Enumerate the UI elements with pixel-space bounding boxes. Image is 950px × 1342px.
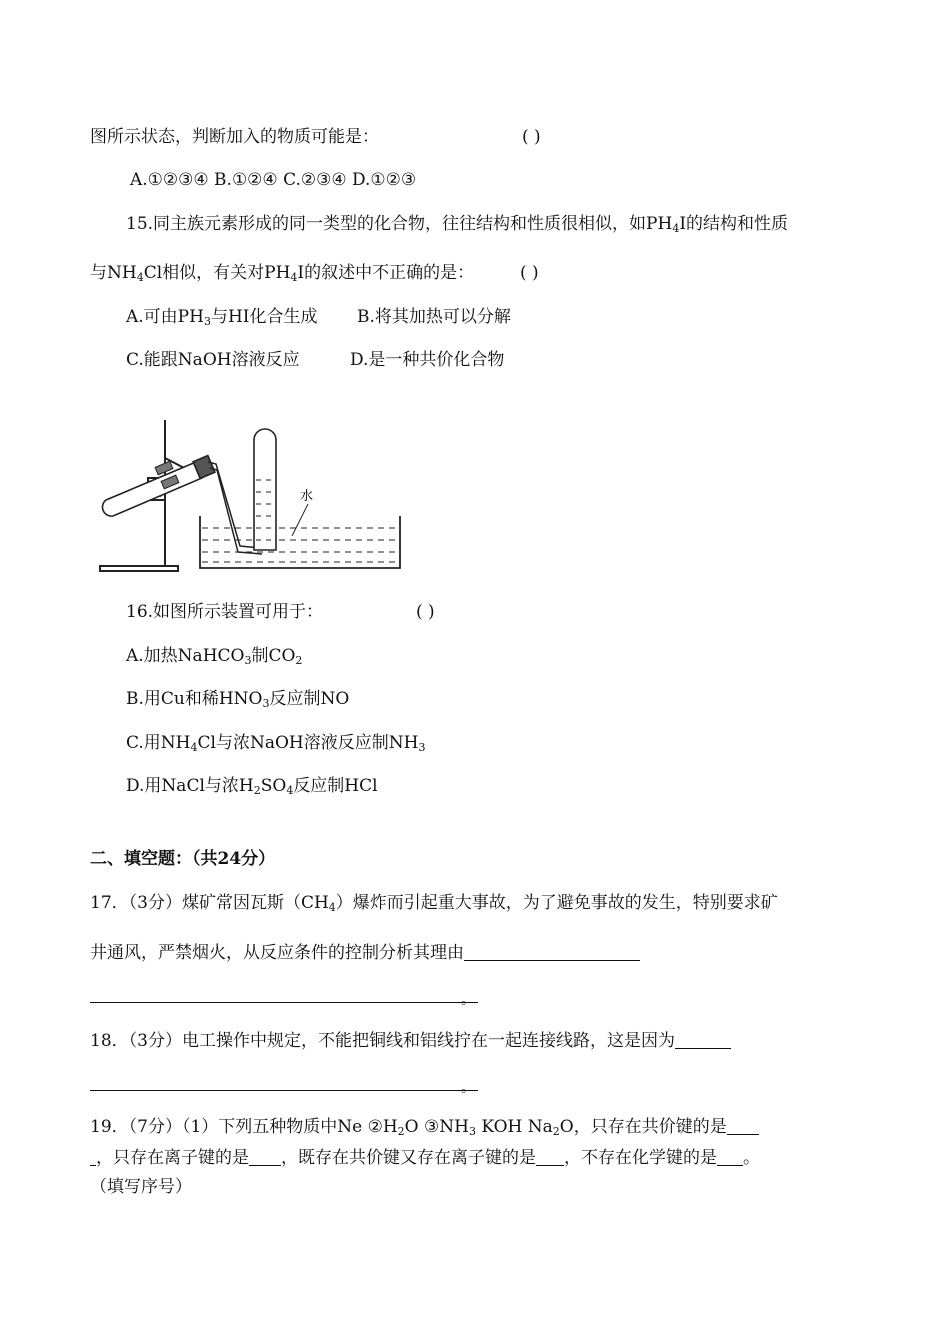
- q17-period: 。: [461, 992, 475, 1008]
- q15-option-d: D.是一种共价化合物: [350, 350, 505, 370]
- section-2-title: 二、填空题：（共24分）: [90, 849, 276, 869]
- q16-option-c: C.用$NH_4Cl$与浓NaOH溶液反应制$NH_3$: [126, 733, 426, 754]
- q16-option-b: B.用Cu和稀$HNO_3$反应制NO: [126, 689, 350, 710]
- q16-option-a: A.加热NaHCO$_3$制$CO_2$: [126, 646, 303, 667]
- inverted-collection-tube: [254, 429, 276, 550]
- q15-option-c: C.能跟NaOH溶液反应: [126, 350, 300, 370]
- q18-answer-blank-2[interactable]: [90, 1090, 478, 1091]
- q15-option-b: B.将其加热可以分解: [357, 307, 511, 327]
- q14-continuation: 图所示状态，判断加入的物质可能是：: [90, 127, 379, 147]
- q16-stem: 16.如图所示装置可用于：: [126, 602, 324, 622]
- gas-collection-apparatus-figure: [88, 418, 518, 578]
- q19-line3: （填写序号）: [90, 1177, 192, 1197]
- q18-answer-blank-1[interactable]: [675, 1032, 731, 1049]
- test-tube: [102, 456, 214, 517]
- q15-stem-line1: 15.同主族元素形成的同一类型的化合物，往往结构和性质很相似，如$PH_4I$的结构和性质: [126, 214, 789, 235]
- q15-stem-line2: 与$NH_4Cl$相似，有关对$PH_4I$的叙述中不正确的是：: [90, 263, 475, 284]
- water-label: 水: [300, 489, 314, 504]
- q17-answer-blank-2[interactable]: [90, 1002, 478, 1003]
- q15-answer-bracket: ( ): [520, 263, 539, 283]
- q18-period: 。: [461, 1080, 475, 1096]
- q16-answer-bracket: ( ): [416, 602, 435, 622]
- q17-line1: 17．（3分）煤矿常因瓦斯$(CH_4)$爆炸而引起重大事故，为了避免事故的发生，特别要求矿: [90, 893, 778, 914]
- q19-ionic-only-blank[interactable]: [249, 1149, 281, 1166]
- q19-both-bonds-blank[interactable]: [536, 1149, 564, 1166]
- q16-option-d: D.用NaCl与浓$H_2SO_4$反应制HCl: [126, 776, 378, 797]
- q18-line1: 18．（3分）电工操作中规定，不能把铜线和铝线拧在一起连接线路，这是因为: [90, 1030, 731, 1052]
- q19-line2: ，只存在离子键的是 ，既存在共价键又存在离子键的是 ，不存在化学键的是 。: [90, 1147, 760, 1169]
- q17-answer-blank-1[interactable]: [464, 944, 640, 961]
- water-trough: [200, 516, 400, 568]
- q19-line1: 19．（7分）（1）下列五种物质中Ne $②H_2O$ $③NH_3$ KOH $Na_2O$，只存在共价键的是: [90, 1116, 759, 1138]
- q15-option-a: A.可由$PH_3$与HI化合生成: [126, 307, 318, 328]
- q19-no-bond-blank[interactable]: [717, 1149, 743, 1166]
- q17-line2: 井通风，严禁烟火，从反应条件的控制分析其理由: [90, 942, 640, 964]
- q14-options: A.①②③④ B.①②④ C.②③④ D.①②③: [130, 170, 417, 190]
- water-label-leader: [292, 504, 308, 536]
- q19-covalent-only-blank[interactable]: [727, 1118, 759, 1135]
- q14-answer-bracket: ( ): [522, 127, 541, 147]
